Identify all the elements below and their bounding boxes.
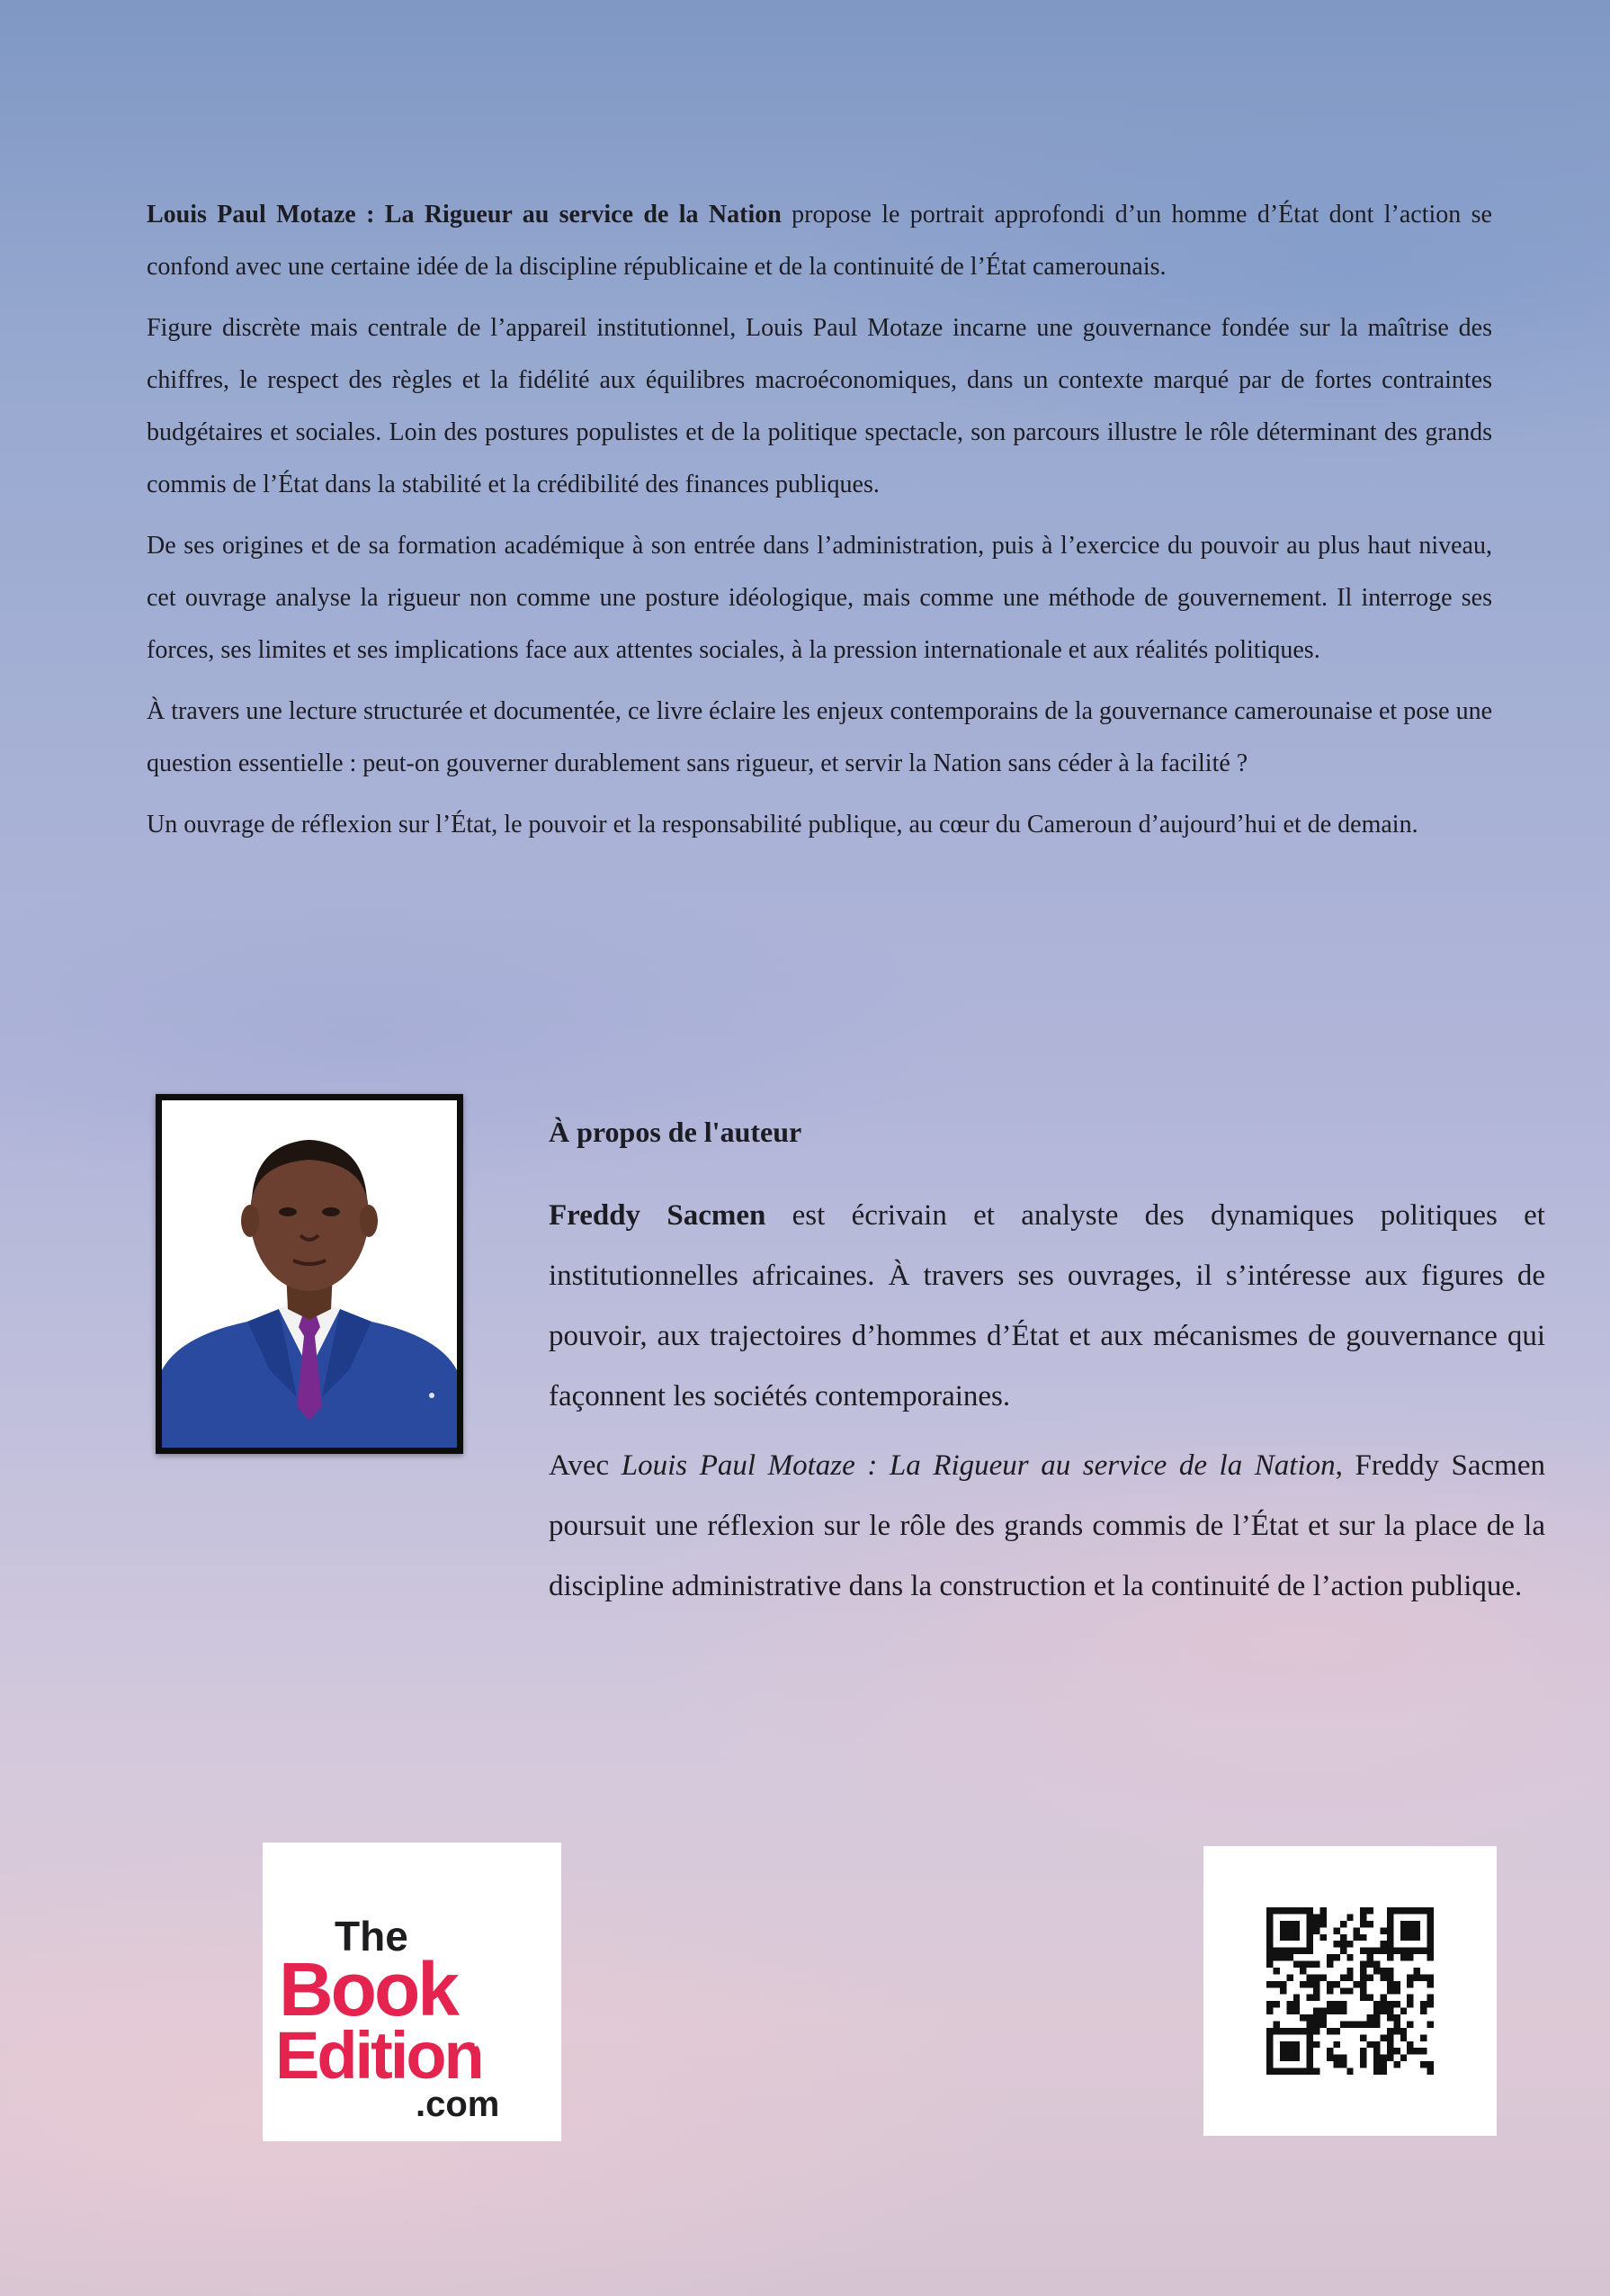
blurb-paragraph-2: Figure discrète mais centrale de l’appareil institutionnel, Louis Paul Motaze incarne une gouvernance fondée sur la maîtrise des chiffres, le respect des règles et la fidélité aux équilibres macroéconomiques, dans un contexte marqué par de fortes contraintes budgétaires et sociales. Loin des postures populistes et de la politique spectacle, son parcours illustre le rôle déterminant des grands commis de l’État dans la stabilité et la crédibilité des finances publiques. — [147, 314, 1492, 498]
author-photo — [162, 1100, 457, 1448]
book-description — [147, 189, 1492, 860]
qr-code — [1203, 1846, 1497, 2136]
logo-edition: Edition — [275, 2018, 482, 2093]
thebookedition-logo-icon — [263, 1843, 561, 2141]
about-author-heading: À propos de l'auteur — [549, 1116, 802, 1148]
blurb-paragraph-4: À travers une lecture structurée et documentée, ce livre éclaire les enjeux contemporains de la gouvernance camerounaise et pose une question essentielle : peut-on gouverner durablement sans rigueur, et servir la Nation sans céder à la facilité ? — [147, 697, 1492, 777]
logo-the: The — [335, 1913, 408, 1960]
logo-dotcom: .com — [416, 2085, 500, 2124]
book-title: Louis Paul Motaze : La Rigueur au service de la Nation — [147, 201, 782, 229]
author-bio-paragraph-1: Freddy Sacmen est écrivain et analyste des dynamiques politiques et institutionnelles africaines. À travers ses ouvrages, il s’intéresse aux figures de pouvoir, aux trajectoires d’hommes d’État et aux mécanismes de gouvernance qui façonnent les sociétés contemporaines. — [549, 1199, 1545, 1413]
author-photo-frame — [156, 1094, 463, 1454]
blurb-paragraph-1: Louis Paul Motaze : La Rigueur au service de la Nation propose le portrait approfondi d’un homme d’État dont l’action se confond avec une certaine idée de la discipline républicaine et de la continuité de l’État camerounais. — [147, 201, 1492, 281]
author-bio-paragraph-2: Avec Louis Paul Motaze : La Rigueur au service de la Nation, Freddy Sacmen poursuit une réflexion sur le rôle des grands commis de l’État et sur la place de la discipline administrative dans la construction et la continuité de l’action publique. — [549, 1449, 1545, 1602]
about-author-section — [549, 1105, 1545, 1626]
book-title-italic: Louis Paul Motaze : La Rigueur au service de la Nation — [621, 1449, 1336, 1482]
author-name: Freddy Sacmen — [549, 1199, 766, 1232]
publisher-logo — [263, 1843, 561, 2141]
blurb-paragraph-5: Un ouvrage de réflexion sur l’État, le pouvoir et la responsabilité publique, au cœur du Cameroun d’aujourd’hui et de demain. — [147, 811, 1418, 839]
qr-code-icon — [1266, 1907, 1434, 2075]
blurb-paragraph-3: De ses origines et de sa formation académique à son entrée dans l’administration, puis à l’exercice du pouvoir au plus haut niveau, cet ouvrage analyse la rigueur non comme une posture idéologique, mais comme une méthode de gouvernement. Il interroge ses forces, ses limites et ses implications face aux attentes sociales, à la pression internationale et aux réalités politiques. — [147, 532, 1492, 664]
logo-book: Book — [279, 1947, 457, 2031]
author-portrait-icon — [162, 1100, 457, 1448]
